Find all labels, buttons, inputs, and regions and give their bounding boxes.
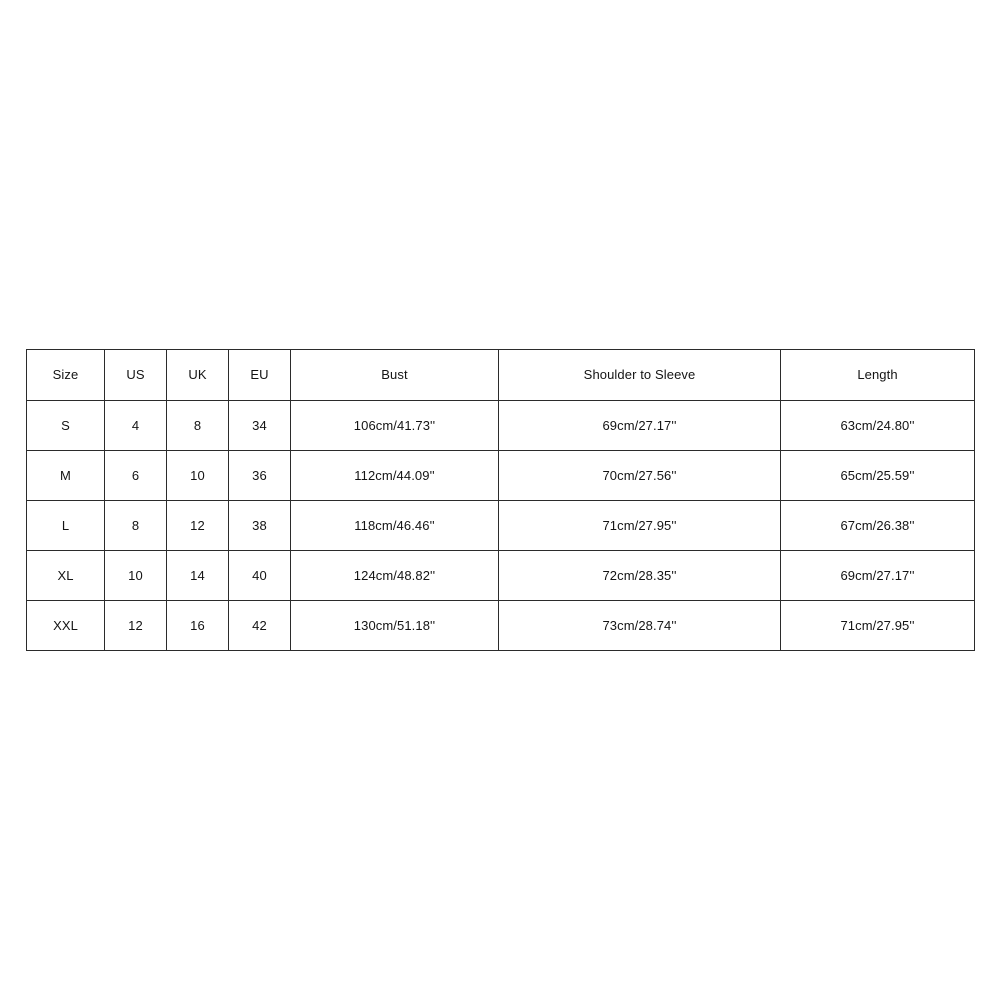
cell-size: L	[27, 501, 105, 551]
cell-shoulder-to-sleeve: 72cm/28.35''	[499, 551, 781, 601]
cell-us: 12	[105, 601, 167, 651]
cell-shoulder-to-sleeve: 73cm/28.74''	[499, 601, 781, 651]
table-row	[27, 601, 975, 651]
cell-size: XXL	[27, 601, 105, 651]
cell-length: 71cm/27.95''	[781, 601, 975, 651]
column-header-uk: UK	[167, 350, 229, 401]
cell-shoulder-to-sleeve: 69cm/27.17''	[499, 401, 781, 451]
size-chart-header	[27, 350, 975, 401]
cell-length: 65cm/25.59''	[781, 451, 975, 501]
size-chart-body	[27, 401, 975, 651]
cell-length: 63cm/24.80''	[781, 401, 975, 451]
cell-size: M	[27, 451, 105, 501]
cell-bust: 118cm/46.46''	[291, 501, 499, 551]
column-header-eu: EU	[229, 350, 291, 401]
cell-shoulder-to-sleeve: 71cm/27.95''	[499, 501, 781, 551]
size-chart-table	[26, 349, 975, 651]
table-header-row	[27, 350, 975, 401]
size-chart-container	[26, 349, 974, 651]
cell-uk: 12	[167, 501, 229, 551]
table-row	[27, 551, 975, 601]
cell-bust: 112cm/44.09''	[291, 451, 499, 501]
cell-uk: 14	[167, 551, 229, 601]
cell-eu: 38	[229, 501, 291, 551]
table-row	[27, 501, 975, 551]
cell-uk: 10	[167, 451, 229, 501]
column-header-shoulder-to-sleeve: Shoulder to Sleeve	[499, 350, 781, 401]
cell-shoulder-to-sleeve: 70cm/27.56''	[499, 451, 781, 501]
cell-eu: 42	[229, 601, 291, 651]
table-row	[27, 401, 975, 451]
table-row	[27, 451, 975, 501]
cell-bust: 106cm/41.73''	[291, 401, 499, 451]
cell-us: 8	[105, 501, 167, 551]
cell-bust: 130cm/51.18''	[291, 601, 499, 651]
column-header-length: Length	[781, 350, 975, 401]
cell-bust: 124cm/48.82''	[291, 551, 499, 601]
cell-size: XL	[27, 551, 105, 601]
cell-eu: 40	[229, 551, 291, 601]
cell-eu: 34	[229, 401, 291, 451]
cell-uk: 16	[167, 601, 229, 651]
column-header-size: Size	[27, 350, 105, 401]
cell-us: 4	[105, 401, 167, 451]
column-header-us: US	[105, 350, 167, 401]
cell-length: 67cm/26.38''	[781, 501, 975, 551]
cell-uk: 8	[167, 401, 229, 451]
cell-size: S	[27, 401, 105, 451]
cell-eu: 36	[229, 451, 291, 501]
column-header-bust: Bust	[291, 350, 499, 401]
cell-us: 6	[105, 451, 167, 501]
cell-us: 10	[105, 551, 167, 601]
cell-length: 69cm/27.17''	[781, 551, 975, 601]
